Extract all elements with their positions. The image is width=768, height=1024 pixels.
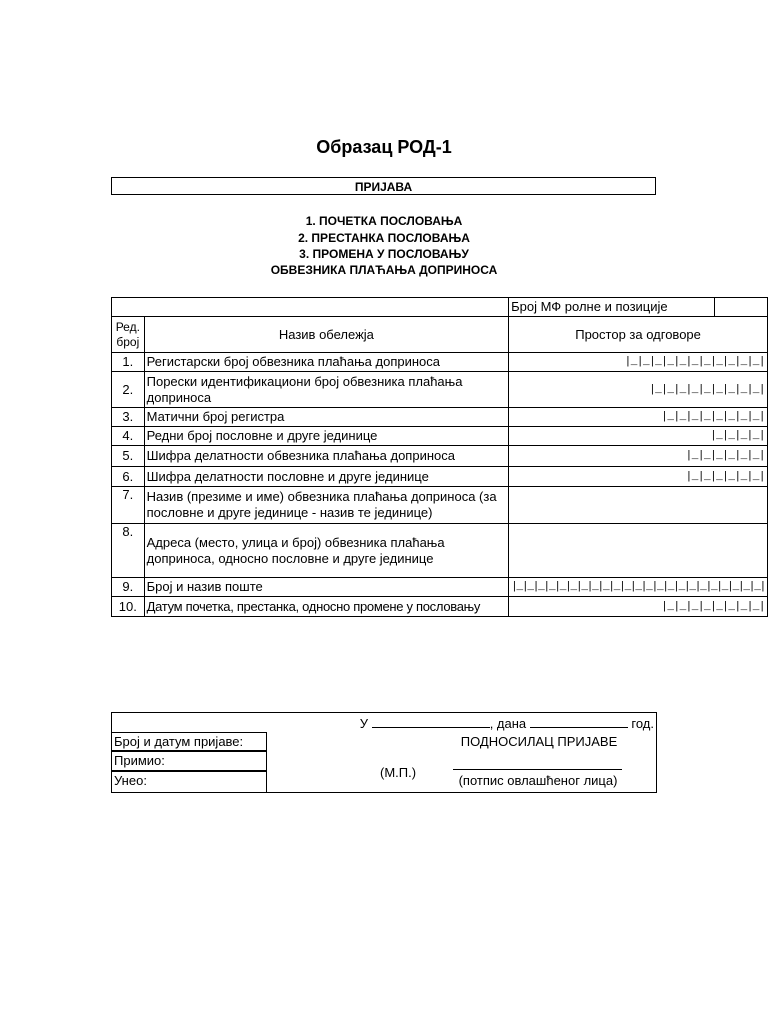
col-name-header: Назив обележја	[144, 317, 509, 353]
header-blank-cell	[112, 298, 509, 317]
row-num: 4.	[112, 427, 145, 446]
signature-box	[111, 712, 657, 793]
office-uneo: Унео:	[112, 771, 267, 793]
purpose-line-2: 2. ПРЕСТАНКА ПОСЛОВАЊА	[298, 231, 470, 245]
mf-label: Број МФ ролне и позиције	[509, 298, 715, 317]
row-name: Адреса (место, улица и број) обвезника плаћања доприноса, односно пословне и друге јединице	[144, 524, 509, 578]
year-label: год.	[631, 716, 654, 731]
row-answer-field[interactable]: |_|_|_|_|_|_|_|_|	[509, 597, 768, 617]
row-answer-field[interactable]: |_|_|_|_|_|_|_|_|	[509, 408, 768, 427]
row-name: Редни број пословне и друге јединице	[144, 427, 509, 446]
applicant-label: ПОДНОСИЛАЦ ПРИЈАВЕ	[460, 734, 618, 749]
purpose-line-1: 1. ПОЧЕТКА ПОСЛОВАЊА	[305, 214, 463, 228]
purpose-line-3: 3. ПРОМЕНА У ПОСЛОВАЊУ	[299, 247, 469, 261]
col-num-header: Ред. број	[112, 317, 145, 353]
row-num: 8.	[112, 524, 145, 578]
row-num: 5.	[112, 446, 145, 467]
row-name: Датум почетка, престанка, односно промене у пословању	[144, 597, 509, 617]
row-answer-field[interactable]	[509, 524, 768, 578]
form-table	[111, 297, 768, 617]
row-num: 1.	[112, 353, 145, 372]
office-primio: Примио:	[112, 751, 267, 771]
row-name: Број и назив поште	[144, 578, 509, 597]
row-answer-field[interactable]	[509, 487, 768, 524]
row-num: 3.	[112, 408, 145, 427]
row-num: 6.	[112, 467, 145, 487]
row-num: 10.	[112, 597, 145, 617]
row-name: Порески идентификациони број обвезника плаћања доприноса	[144, 372, 509, 408]
prijava-heading: ПРИЈАВА	[111, 177, 656, 195]
row-answer-field[interactable]: |_|_|_|_|_|_|	[509, 467, 768, 487]
form-title: Образац РОД-1	[316, 137, 452, 157]
signature-line[interactable]	[453, 769, 622, 770]
row-answer-field[interactable]: |_|_|_|_|_|_|_|_|_|_|_|	[509, 353, 768, 372]
date-label: , дана	[489, 716, 527, 731]
signature-caption: (потпис овлашћеног лица)	[458, 773, 618, 788]
row-name: Шифра делатности пословне и друге јединице	[144, 467, 509, 487]
purpose-line-4: ОБВЕЗНИКА ПЛАЋАЊА ДОПРИНОСА	[270, 263, 498, 277]
date-field[interactable]	[530, 715, 628, 728]
row-name: Назив (презиме и име) обвезника плаћања доприноса (за пословне и друге јединице - назив те јединице)	[144, 487, 509, 524]
col-answer-header: Простор за одговоре	[509, 317, 768, 353]
place-label: У	[359, 716, 369, 731]
mf-input-cell[interactable]	[715, 298, 768, 317]
row-answer-field[interactable]: |_|_|_|_|	[509, 427, 768, 446]
row-num: 2.	[112, 372, 145, 408]
row-name: Регистарски број обвезника плаћања доприноса	[144, 353, 509, 372]
row-answer-field[interactable]: |_|_|_|_|_|_|_|_|_|_|_|_|_|_|_|_|_|_|_|_|_|_|_|	[509, 578, 768, 597]
row-name: Шифра делатности обвезника плаћања доприноса	[144, 446, 509, 467]
stamp-label: (М.П.)	[380, 765, 417, 780]
place-field[interactable]	[372, 715, 490, 728]
row-answer-field[interactable]: |_|_|_|_|_|_|	[509, 446, 768, 467]
place-date-line	[360, 715, 654, 731]
row-answer-field[interactable]: |_|_|_|_|_|_|_|_|_|	[509, 372, 768, 408]
row-num: 7.	[112, 487, 145, 524]
office-broj-datum: Број и датум пријаве:	[112, 732, 267, 751]
row-num: 9.	[112, 578, 145, 597]
row-name: Матични број регистра	[144, 408, 509, 427]
